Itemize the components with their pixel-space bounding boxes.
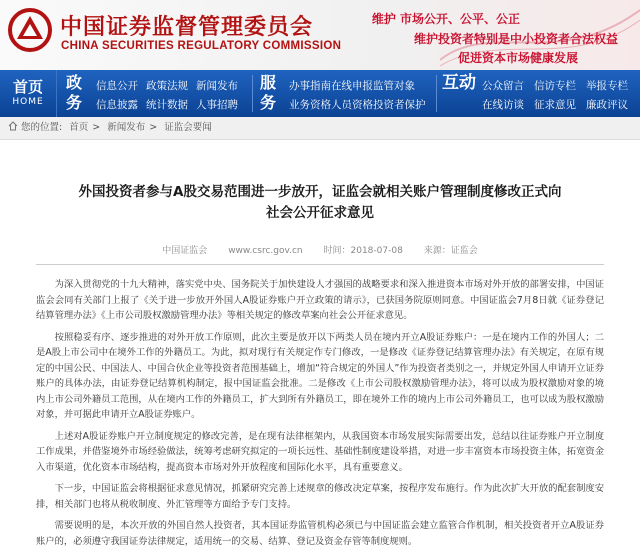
- nav-item-consultation[interactable]: 征求意见: [534, 99, 576, 111]
- site-header: [0, 0, 640, 70]
- nav-item-qualification[interactable]: 业务资格人员资格投资者保护: [289, 99, 426, 111]
- nav-item-disclosure[interactable]: 信息披露: [96, 99, 138, 111]
- main-nav: [0, 70, 640, 117]
- site-title-en: CHINA SECURITIES REGULATORY COMMISSION: [61, 40, 342, 52]
- breadcrumb-csrc-news[interactable]: 证监会要闻: [164, 122, 212, 133]
- article-title: [36, 182, 604, 224]
- slogan-3: 促进资本市场健康发展: [457, 51, 578, 65]
- nav-item-message[interactable]: 公众留言: [482, 80, 524, 92]
- article-paragraph: 上述对A股证券账户开立制度规定的修改完善，是在现有法律框架内，从我国资本市场发展实际需要出发，总结以往证券账户开立制度工作成果，并借鉴境外市场经验做法，统筹考虑研究拟定的一项长远性、基础性制度建设举措，对进一步丰富资本市场投资主体，拓宽资金入市渠道，优化资本市场结构，提高资本市场对外开放程度和国际化水平，具有重要意义。: [36, 430, 604, 473]
- nav-home-en: HOME: [12, 97, 44, 107]
- home-icon: [8, 121, 18, 131]
- breadcrumb-separator: >: [149, 122, 158, 133]
- divider: [36, 264, 604, 265]
- nav-item-interview[interactable]: 在线访谈: [482, 99, 524, 111]
- breadcrumb-home[interactable]: 首页: [69, 122, 89, 133]
- nav-item-recruit[interactable]: 人事招聘: [196, 99, 238, 111]
- nav-item-statistics[interactable]: 统计数据: [146, 99, 188, 111]
- nav-group-gov-title: 政务: [65, 73, 82, 112]
- csrc-logo-icon[interactable]: [8, 8, 52, 52]
- nav-item-integrity[interactable]: 廉政评议: [586, 99, 628, 111]
- site-title-cn: 中国证券监督管理委员会: [60, 14, 314, 40]
- nav-item-info-open[interactable]: 信息公开: [96, 80, 138, 92]
- article: [0, 182, 640, 549]
- nav-item-news[interactable]: 新闻发布: [196, 80, 238, 92]
- nav-item-policy[interactable]: 政策法规: [146, 80, 188, 92]
- article-time: 时间：2018-07-08: [323, 246, 403, 256]
- article-source-site: 中国证监会: [162, 246, 208, 256]
- nav-item-service-guide[interactable]: 办事指南在线申报监管对象: [289, 80, 415, 92]
- breadcrumb-prefix: 您的位置:: [21, 122, 63, 133]
- article-meta: [36, 243, 604, 256]
- nav-group-service-title: 服务: [259, 73, 276, 112]
- slogan-1: 维护 市场公开、公平、公正: [371, 12, 520, 26]
- nav-divider: [252, 75, 253, 112]
- nav-item-petition[interactable]: 信访专栏: [534, 80, 576, 92]
- article-source: 来源：证监会: [423, 246, 478, 256]
- article-url: www.csrc.gov.cn: [228, 246, 303, 256]
- article-paragraph: 需要说明的是，本次开放的外国自然人投资者，其本国证券监管机构必须已与中国证监会建立监管合作机制，相关投资者开立A股证券账户的，必须遵守我国证券法律规定，适用统一的交易、结算、登记及资金存管等制度规则。: [36, 520, 604, 547]
- article-paragraph: 按照稳妥有序、逐步推进的对外开放工作原则，此次主要是放开以下两类人员在境内开立A股证券账户：一是在境内工作的外国人；二是A股上市公司中在境外工作的外籍员工。为此，拟对现行有关规定作专门修改，一是修改《证券登记结算管理办法》有关规定，在原有规定的中国公民、中国法人、中国合伙企业等投资者范围基础上，增加“符合规定的外国人”作为投资者类别之一，并规定外国人申请开立证券账户的具体办法，由证券登记结算机构制定，报中国证监会批准。二是修改《上市公司股权激励管理办法》，将可以成为股权激励对象的境内上市公司外籍员工范围，从在境内工作的外籍员工，扩大到所有外籍员工，即在境外工作的境内上市公司外籍员工，也可以成为股权激励对象，并可据此申请开立A股证券账户。: [36, 331, 604, 420]
- nav-home-cn: 首页: [12, 78, 43, 96]
- breadcrumb-separator: >: [92, 122, 101, 133]
- nav-divider: [436, 75, 437, 112]
- article-paragraph: 为深入贯彻党的十九大精神，落实党中央、国务院关于加快建设人才强国的战略要求和深入推进资本市场对外开放的部署安排，中国证监会会同有关部门上报了《关于进一步放开外国人A股证券账户开立政策的请示》，已获国务院原则同意。中国证监会7月8日就《证券登记结算管理办法》《上市公司股权激励管理办法》等相关规定的修改草案向社会公开征求意见。: [36, 279, 604, 321]
- article-title-line-1: 外国投资者参与A股交易范围进一步放开，证监会就相关账户管理制度修改正式向: [78, 184, 562, 200]
- nav-item-report[interactable]: 举报专栏: [586, 80, 628, 92]
- slogan-2: 维护投资者特别是中小投资者合法权益: [413, 32, 618, 46]
- article-paragraph: 下一步，中国证监会将根据征求意见情况，抓紧研究完善上述规章的修改决定草案，按程序发布施行。作为此次扩大开放的配套制度安排，相关部门也将从税收制度、外汇管理等方面给予专门支持。: [36, 483, 604, 510]
- breadcrumb-news[interactable]: 新闻发布: [107, 122, 146, 133]
- nav-group-interact-title: 互动: [442, 73, 476, 93]
- article-title-line-2: 社会公开征求意见: [266, 205, 374, 221]
- nav-home[interactable]: [0, 70, 57, 117]
- breadcrumb: [0, 117, 640, 140]
